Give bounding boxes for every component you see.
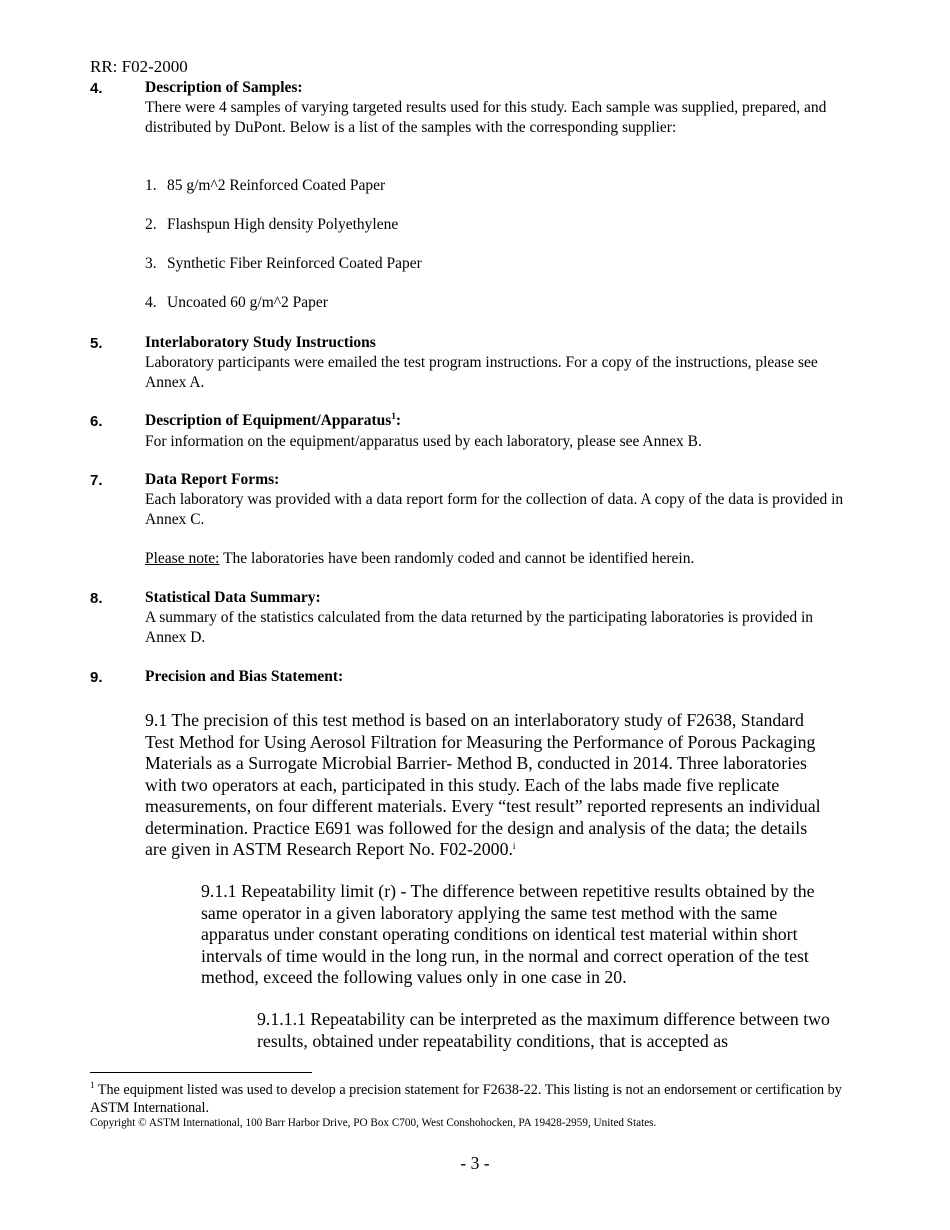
sample-number: 3.: [145, 255, 157, 272]
section-6-title-text: Description of Equipment/Apparatus: [145, 412, 392, 429]
footnote-text: The equipment listed was used to develop a precision statement for F2638-22. This listing is not an endorsement or certification by ASTM International.: [90, 1082, 842, 1116]
section-7-note: [145, 549, 845, 569]
paragraph-9-1-1: 9.1.1 Repeatability limit (r) - The difference between repetitive results obtained by the same operator in a given laboratory applying the same test method with the same apparatus under constant operating conditions on identical test material within short intervals of time would in the long run, in the normal and correct operation of the test method, exceed the following values only in one case in 20.: [201, 881, 815, 987]
sample-number: 4.: [145, 294, 157, 311]
paragraph-9-1-text: 9.1 The precision of this test method is based on an interlaboratory study of F2638, Standard Test Method for Using Aerosol Filtration for Measuring the Performance of Porous Packaging Materials as a Surrogate Microbial Barrier- Method B, conducted in 2014. Three laboratories with two operators at each, participated in this study. Each of the labs made five replicate measurements, on four different materials. Every “test result” reported represents an individual determination. Practice E691 was followed for the design and analysis of the data; the details are given in ASTM Research Report No. F02-2000.: [145, 710, 821, 859]
section-4-title: Description of Samples:: [145, 79, 303, 96]
note-label: Please note:: [145, 550, 220, 567]
sample-list-item: [145, 216, 398, 234]
sample-list-item: [145, 255, 422, 273]
sample-number: 1.: [145, 177, 157, 194]
section-4-number: 4.: [90, 80, 103, 97]
endnote-ref: i: [512, 841, 516, 851]
section-4-body: There were 4 samples of varying targeted results used for this study. Each sample was supplied, prepared, and distributed by DuPont. Below is a list of the samples with the corresponding supplier:: [145, 99, 827, 136]
section-5-number: 5.: [90, 335, 103, 352]
section-9-title: Precision and Bias Statement:: [145, 668, 344, 685]
sample-label: Uncoated 60 g/m^2 Paper: [167, 294, 328, 311]
section-5-body: Laboratory participants were emailed the test program instructions. For a copy of the instructions, please see Annex A.: [145, 354, 818, 391]
section-9-number: 9.: [90, 669, 103, 686]
sample-number: 2.: [145, 216, 157, 233]
footnote-separator: [90, 1072, 312, 1073]
note-text: The laboratories have been randomly coded and cannot be identified herein.: [219, 550, 695, 567]
paragraph-9-1: [145, 710, 827, 861]
sample-label: Flashspun High density Polyethylene: [167, 216, 399, 233]
sample-label: Synthetic Fiber Reinforced Coated Paper: [167, 255, 422, 272]
section-6-body: For information on the equipment/apparatus used by each laboratory, please see Annex B.: [145, 433, 702, 450]
sample-list-item: [145, 294, 328, 312]
section-6-title-colon: :: [395, 412, 401, 429]
section-8-body: A summary of the statistics calculated from the data returned by the participating laboratories is provided in Annex D.: [145, 609, 814, 646]
footnote-ref: 1: [391, 411, 396, 421]
footnote-marker: 1: [90, 1080, 95, 1090]
section-6-number: 6.: [90, 413, 103, 430]
section-8-number: 8.: [90, 590, 103, 607]
section-8-title: Statistical Data Summary:: [145, 589, 321, 606]
section-6-title: [145, 412, 401, 430]
section-7-number: 7.: [90, 472, 103, 489]
sample-label: 85 g/m^2 Reinforced Coated Paper: [167, 177, 386, 194]
section-7-body: Each laboratory was provided with a data report form for the collection of data. A copy of the data is provided in Annex C.: [145, 491, 844, 528]
footnote: [90, 1081, 850, 1117]
section-5-title: Interlaboratory Study Instructions: [145, 334, 376, 351]
sample-list-item: [145, 177, 385, 195]
section-7-title: Data Report Forms:: [145, 471, 280, 488]
page-number: - 3 -: [460, 1153, 490, 1173]
paragraph-9-1-1-1: 9.1.1.1 Repeatability can be interpreted as the maximum difference between two results, obtained under repeatability conditions, that is accepted as: [257, 1009, 830, 1051]
copyright-line: Copyright © ASTM International, 100 Barr Harbor Drive, PO Box C700, West Conshohocken, PA 19428-2959, United States.: [90, 1117, 657, 1129]
report-id-header: RR: F02-2000: [90, 57, 188, 76]
